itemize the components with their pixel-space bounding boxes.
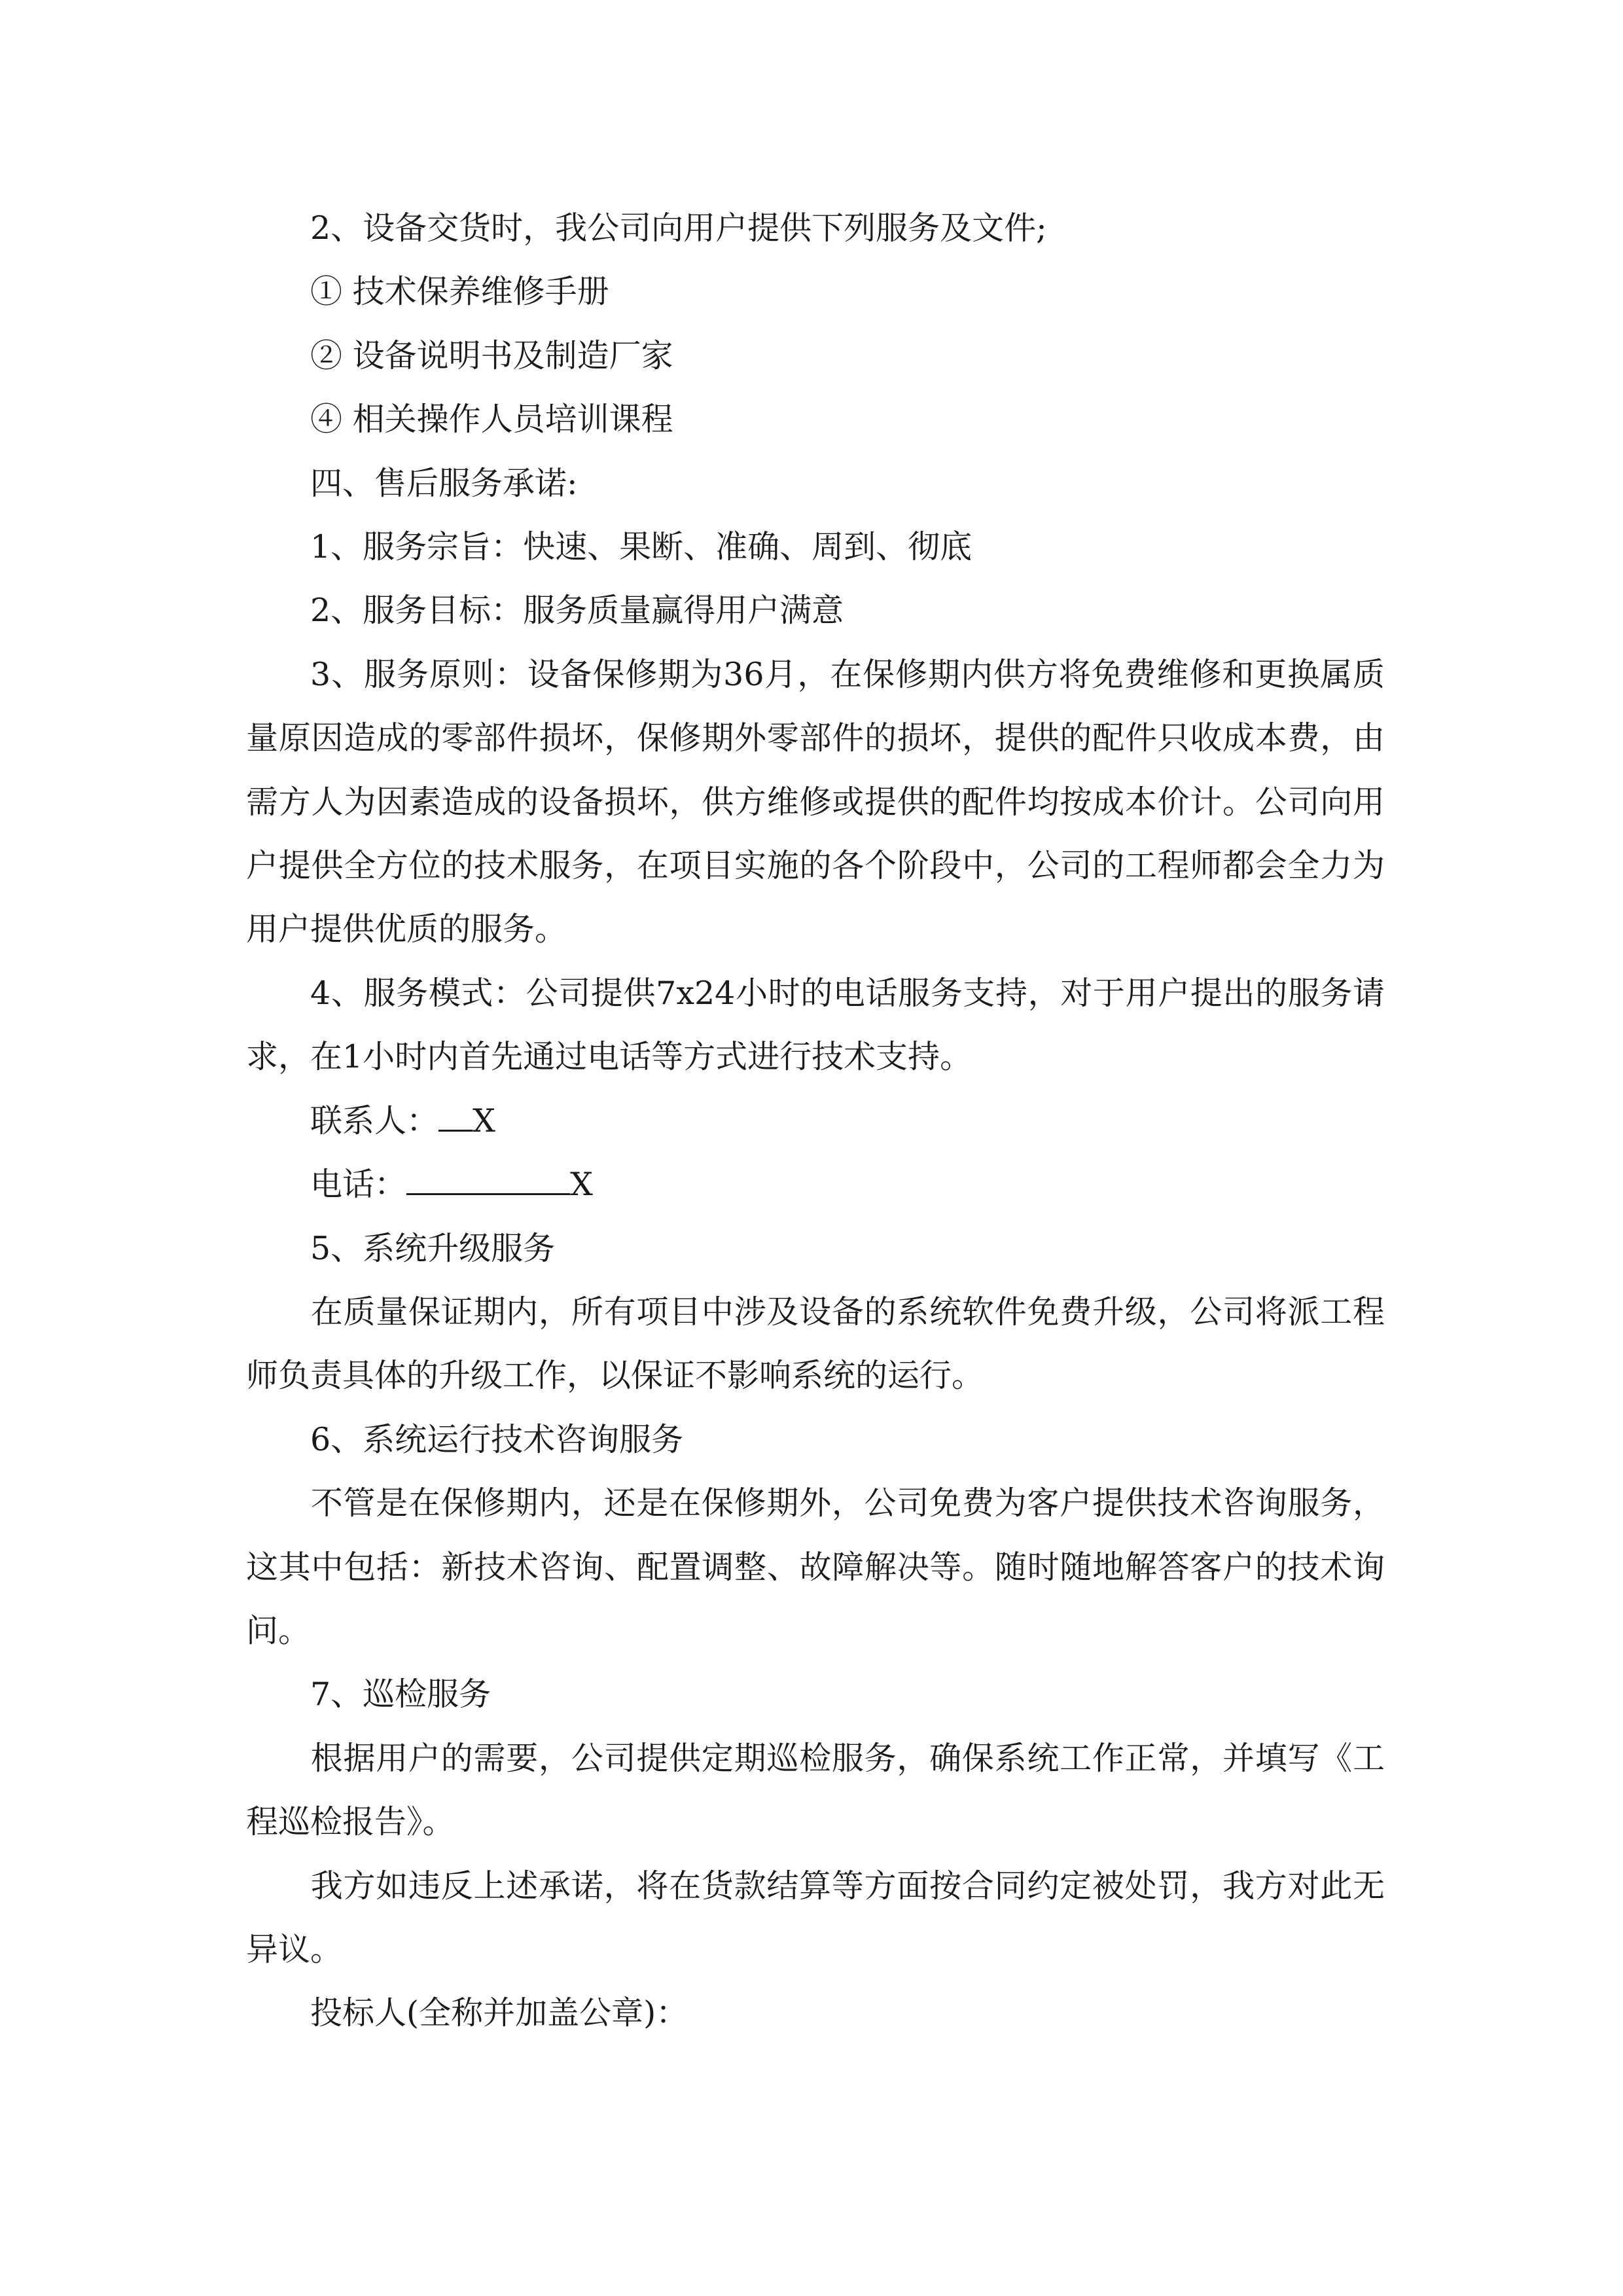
penalty-text: 我方如违反上述承诺，将在货款结算等方面按合同约定被处罚，我方对此无异议。 [246,1867,1385,1968]
contact-blank [438,1130,473,1132]
patrol-text: 根据用户的需要，公司提供定期巡检服务，确保系统工作正常，并填写《工程巡检报告》。 [246,1739,1385,1841]
service-tenet: 1、服务宗旨：快速、果断、准确、周到、彻底 [310,528,972,566]
bidder-signature-line: 投标人(全称并加盖公章)： [310,1994,688,2032]
document-page [246,196,1385,2045]
phone-label: 电话： [310,1166,407,1204]
service-mode-paragraph [246,961,1385,1089]
phone-line [246,1153,1385,1216]
service-principle-paragraph [246,643,1385,961]
upgrade-text: 在质量保证期内，所有项目中涉及设备的系统软件免费升级，公司将派工程师负责具体的升级工作，以保证不影响系统的运行。 [246,1293,1385,1395]
phone-blank [406,1193,570,1195]
contact-label: 联系人： [310,1102,439,1139]
upgrade-paragraph [246,1280,1385,1408]
contact-value: X [473,1102,495,1139]
instructions-item: ② 设备说明书及制造厂家 [310,336,673,374]
delivery-services-line: 2、设备交货时，我公司向用户提供下列服务及文件; [310,209,1047,247]
contact-line [246,1089,1385,1153]
upgrade-heading: 5、系统升级服务 [310,1229,556,1267]
service-mode-text: 4、服务模式：公司提供7x24小时的电话服务支持，对于用户提出的服务请求，在1小时内首先通过电话等方式进行技术支持。 [246,974,1385,1076]
manual-item: ① 技术保养维修手册 [310,273,609,311]
training-item: ④ 相关操作人员培训课程 [310,401,673,439]
phone-value: X [570,1166,593,1204]
consult-paragraph [246,1471,1385,1662]
patrol-paragraph [246,1727,1385,1854]
service-principle-text: 3、服务原则：设备保修期为36月，在保修期内供方将免费维修和更换属质量原因造成的零部件损坏，保修期外零部件的损坏，提供的配件只收成本费，由需方人为因素造成的设备损坏，供方维修或提供的配件均按成本价计。公司向用户提供全方位的技术服务，在项目实施的各个阶段中，公司的工程师都会全力为用户提供优质的服务。 [246,655,1385,948]
service-goal: 2、服务目标：服务质量赢得用户满意 [310,592,844,630]
after-sales-heading: 四、售后服务承诺: [310,464,578,502]
patrol-heading: 7、巡检服务 [310,1676,491,1713]
consult-heading: 6、系统运行技术咨询服务 [310,1420,684,1458]
penalty-paragraph [246,1854,1385,1982]
consult-text: 不管是在保修期内，还是在保修期外，公司免费为客户提供技术咨询服务，这其中包括：新技术咨询、配置调整、故障解决等。随时随地解答客户的技术询问。 [246,1484,1385,1649]
